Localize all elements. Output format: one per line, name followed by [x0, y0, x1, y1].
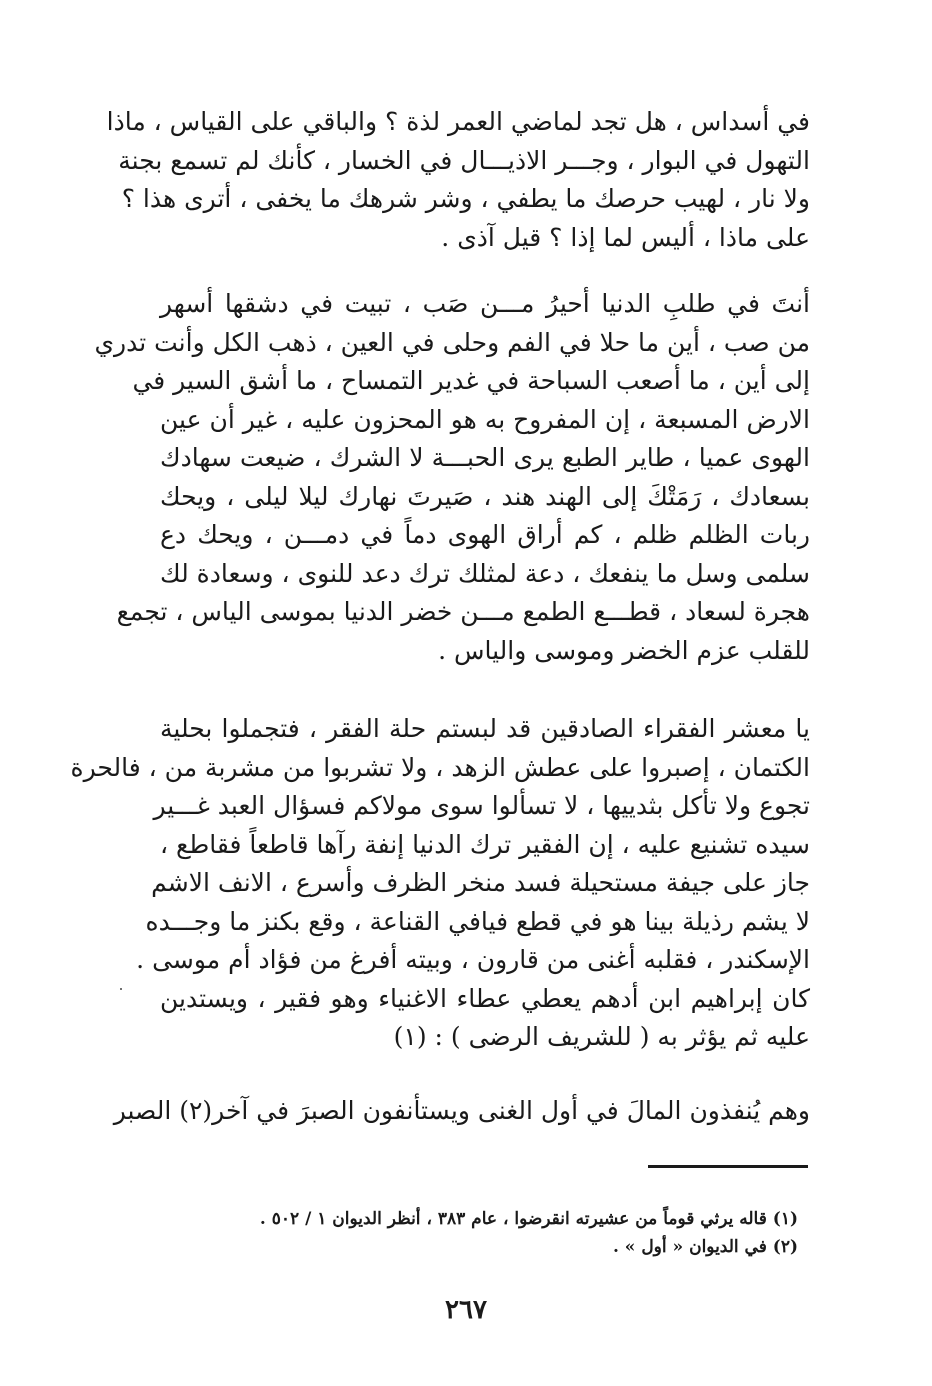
text-line: إلى أين ، ما أصعب السباحة في غدير التمساح ، ما أشق السير في	[132, 366, 810, 395]
text-line: أنتَ في طلبِ الدنيا أحيرُ مـــن صَب ، تبيت في دشقها أسهر	[160, 289, 810, 318]
text-line: جاز على جيفة مستحيلة فسد منخر الظرف وأسرع ، الانف الاشم	[151, 868, 810, 897]
text-line: التهول في البوار ، وجـــر الاذيـــال في الخسار ، كأنك لم تسمع بجنة	[118, 145, 810, 175]
text-line: الارض المسبعة ، إن المفروح به هو المحزون عليه ، غير أن عين	[160, 404, 810, 434]
paragraph-1	[106, 103, 810, 257]
text-line: ولا نار ، لهيب حرصك ما يطفي ، وشر شرهك ما يخفى ، أترى هذا ؟	[121, 184, 810, 213]
footnote-2: (٢) في الديوان « أول » .	[612, 1237, 798, 1257]
text-line: سلمى وسل ما ينفعك ، دعة لمثلك ترك دعد للنوى ، وسعادة لك	[160, 558, 810, 588]
footnote-1: (١) قاله يرثي قوماً من عشيرته انقرضوا ، عام ٣٨٣ ، أنظر الديوان ١ / ٥٠٢ .	[259, 1209, 798, 1229]
page-number: ٢٦٧	[445, 1295, 487, 1325]
text-line: الإسكندر ، فقلبه أغنى من قارون ، وبيته أفرغ من فؤاد أم موسى .	[136, 945, 810, 974]
text-line: كان إبراهيم ابن أدهم يعطي عطاء الاغنياء وهو فقير ، ويستدين	[160, 983, 810, 1013]
footnotes	[200, 1205, 798, 1261]
text-line: عليه ثم يؤثر به ( للشريف الرضى ) : (١)	[393, 1022, 810, 1051]
text-line: لا يشم رذيلة بينا هو في قطع فيافي القناعة ، وقع بكنز ما وجـــده	[145, 906, 810, 936]
paragraph-3	[70, 710, 810, 1057]
poetry-verse	[113, 1092, 810, 1131]
text-line: تجوع ولا تأكل بثدييها ، لا تسألوا سوى مولاكم فسؤال العبد غـــير	[153, 791, 810, 820]
text-line: هجرة لسعاد ، قطـــع الطمع مـــن خضر الدنيا بموسى الياس ، تجمع	[116, 597, 810, 626]
text-line: الكتمان ، إصبروا على عطش الزهد ، ولا تشربوا من مشربة من ، فالحرة	[70, 752, 810, 782]
text-line: للقلب عزم الخضر وموسى والياس .	[438, 635, 810, 665]
text-line: ربات الظلم ظلم ، كم أراق الهوى دماً في دمـــن ، ويحك دع	[160, 520, 810, 549]
scan-speck	[120, 988, 122, 990]
text-line: الهوى عميا ، طاير الطبع يرى الحبـــة لا الشرك ، ضيعت سهادك	[160, 443, 810, 472]
text-line: على ماذا ، أليس لما إذا ؟ قيل آذى .	[441, 222, 810, 252]
text-line: من صب ، أين ما حلا في الفم وحلى في العين ، ذهب الكل وأنت تدري	[94, 327, 810, 357]
text-line: بسعادك ، رَمَتْكَ إلى الهند هند ، صَيرتَ نهارك ليلا ليلى ، ويحك	[160, 481, 810, 511]
text-line: يا معشر الفقراء الصادقين قد لبستم حلة الفقر ، فتجملوا بحلية	[160, 714, 810, 743]
verse-text: وهم يُنفذون المالَ في أول الغنى ويستأنفون الصبرَ في آخر(٢) الصبر	[113, 1096, 810, 1125]
text-line: سيده تشنيع عليه ، إن الفقير ترك الدنيا إنفة رآها قاطعاً فقاطع ،	[160, 829, 810, 859]
paragraph-2	[94, 285, 810, 670]
footnote-divider	[648, 1165, 808, 1168]
text-line: في أسداس ، هل تجد لماضي العمر لذة ؟ والباقي على القياس ، ماذا	[106, 107, 810, 136]
